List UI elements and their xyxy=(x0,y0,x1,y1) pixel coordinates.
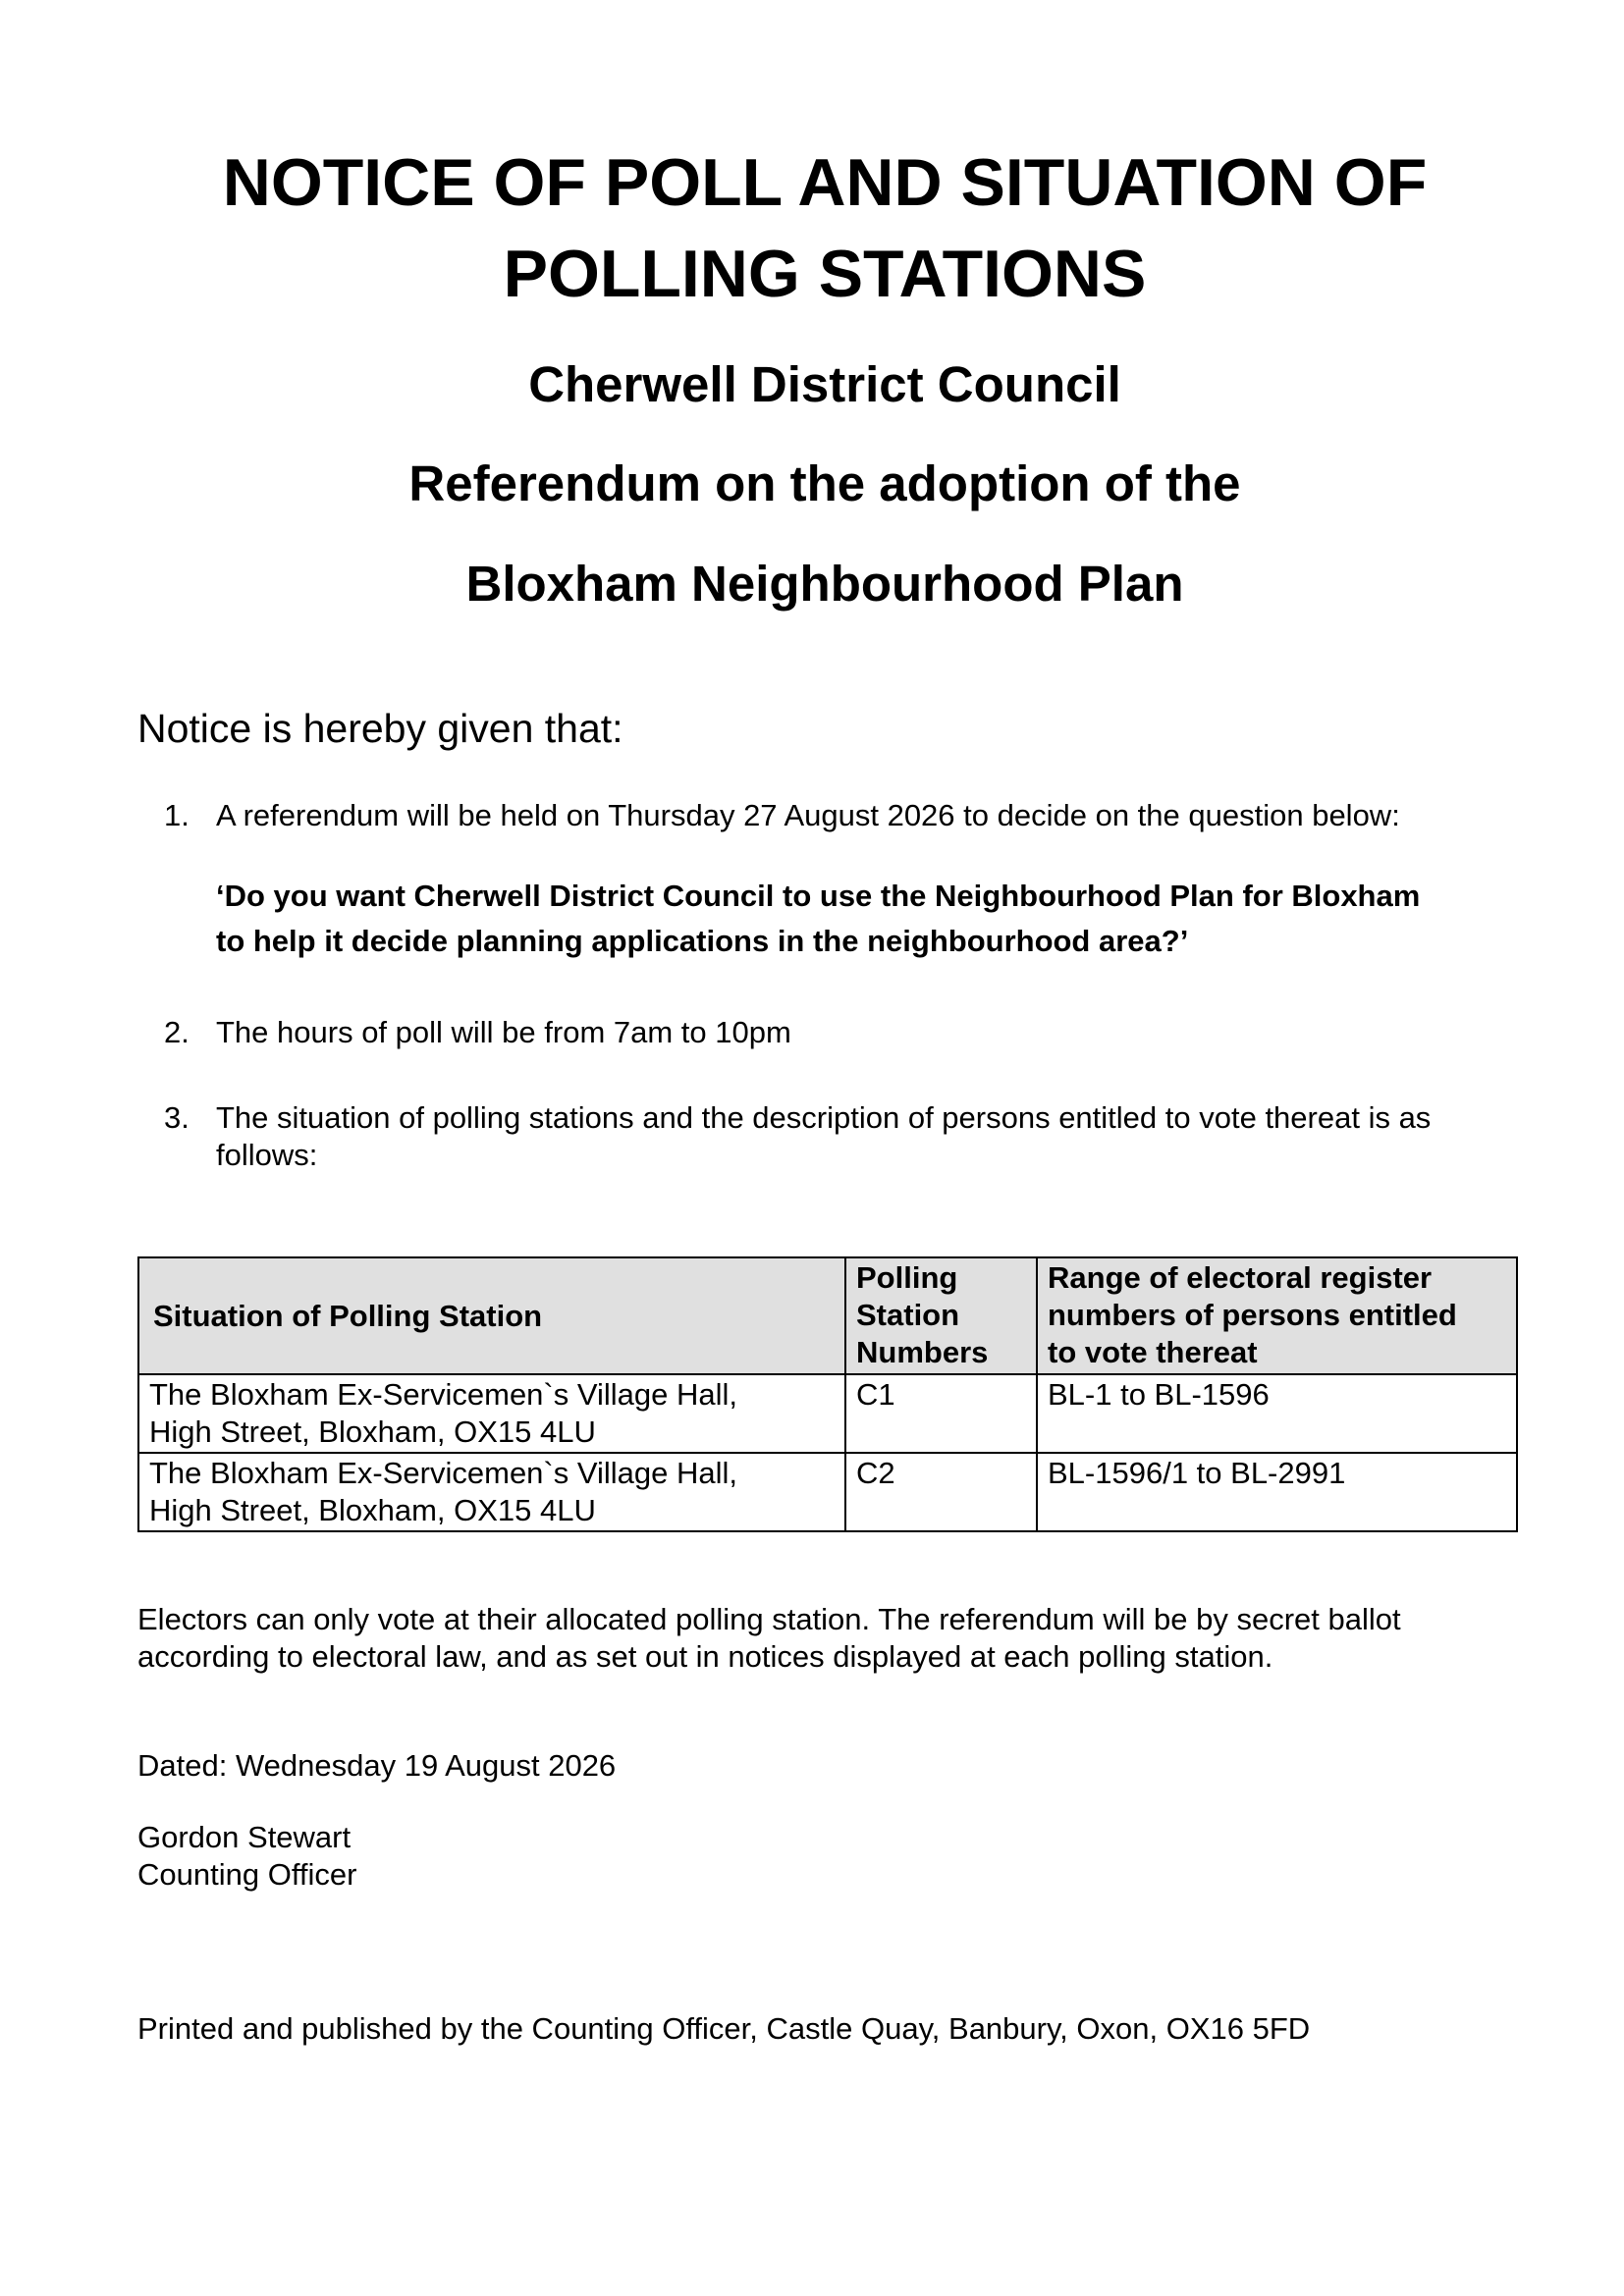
cell-register-range: BL-1596/1 to BL-2991 xyxy=(1037,1453,1517,1531)
item-text: A referendum will be held on Thursday 27 August 2026 to decide on the question below: xyxy=(216,798,1400,832)
signatory-name: Gordon Stewart xyxy=(137,1820,352,1854)
item-number: 1. xyxy=(164,798,189,832)
question-line-2: to help it decide planning applications in the neighbourhood area?’ xyxy=(216,924,1189,958)
table-row xyxy=(138,1453,1517,1531)
cell-situation: The Bloxham Ex-Servicemen`s Village Hall, High Street, Bloxham, OX15 4LU xyxy=(138,1453,845,1531)
page-title xyxy=(137,137,1512,320)
imprint-line: Printed and published by the Counting Officer, Castle Quay, Banbury, Oxon, OX16 5FD xyxy=(137,2011,1311,2046)
table-row xyxy=(138,1374,1517,1453)
cell-register-range: BL-1 to BL-1596 xyxy=(1037,1374,1517,1453)
referendum-title-line-1: Referendum on the adoption of the xyxy=(408,455,1241,511)
referendum-title-line-2: Bloxham Neighbourhood Plan xyxy=(465,556,1184,612)
header-station-numbers: Polling Station Numbers xyxy=(845,1257,1037,1374)
cell-station-number: C2 xyxy=(845,1453,1037,1531)
council-name: Cherwell District Council xyxy=(528,356,1121,412)
item-number: 2. xyxy=(164,1015,189,1049)
dated-line: Dated: Wednesday 19 August 2026 xyxy=(137,1748,617,1783)
header-register-range: Range of electoral register numbers of persons entitled to vote thereat xyxy=(1037,1257,1517,1374)
title-line-2: POLLING STATIONS xyxy=(503,237,1147,311)
electors-paragraph xyxy=(137,1601,1532,1676)
header-situation: Situation of Polling Station xyxy=(138,1257,845,1374)
electors-line-1: Electors can only vote at their allocated polling station. The referendum will be by secret ballot xyxy=(137,1602,1401,1636)
item-number: 3. xyxy=(164,1100,189,1135)
signature-block xyxy=(137,1819,1532,1894)
electors-line-2: according to electoral law, and as set out in notices displayed at each polling station. xyxy=(137,1639,1273,1674)
item-text: The situation of polling stations and the description of persons entitled to vote thereat is as follows: xyxy=(216,1100,1432,1172)
question-line-1: ‘Do you want Cherwell District Council to use the Neighbourhood Plan for Bloxham xyxy=(216,879,1421,913)
cell-situation: The Bloxham Ex-Servicemen`s Village Hall, High Street, Bloxham, OX15 4LU xyxy=(138,1374,845,1453)
table-header-row xyxy=(138,1257,1517,1374)
intro-text: Notice is hereby given that: xyxy=(137,706,623,751)
signatory-role: Counting Officer xyxy=(137,1857,357,1892)
title-line-1: NOTICE OF POLL AND SITUATION OF xyxy=(222,145,1428,220)
polling-stations-table xyxy=(137,1256,1518,1532)
referendum-question xyxy=(216,874,1532,964)
cell-station-number: C1 xyxy=(845,1374,1037,1453)
item-text: The hours of poll will be from 7am to 10pm xyxy=(216,1015,791,1049)
